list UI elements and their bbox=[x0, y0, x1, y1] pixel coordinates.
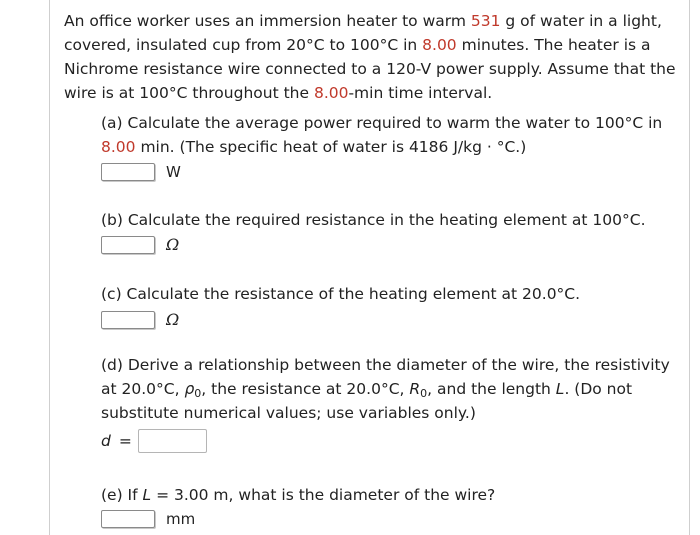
time-value: 8.00 bbox=[422, 36, 457, 54]
problem-statement bbox=[64, 9, 684, 105]
part-e-answer-row bbox=[101, 510, 195, 528]
part-a-time-value: 8.00 bbox=[101, 138, 136, 156]
part-b-question: (b) Calculate the required resistance in the heating element at 100°C. bbox=[101, 211, 646, 229]
intro-text-2: g of water in a light, covered, insulated cup from 20°C to 100°C in bbox=[64, 12, 662, 54]
intro-text-3: minutes. The heater is a Nichrome resistance wire connected to a 120-V power supply. Assume that the wire is at 100°C throughout the bbox=[64, 36, 676, 102]
l-symbol-e: L bbox=[142, 486, 152, 504]
equals-sign: = bbox=[118, 432, 132, 450]
rho-symbol: ρ bbox=[184, 380, 195, 398]
part-d-question: (d) Derive a relationship between the diameter of the wire, the resistivity at 20.0°C, $\rho_0$, the resistance at 20.0°C, $R_0$, and the length L. (Do not substitute numerical values; use variables only.) bbox=[101, 356, 670, 422]
part-a-question: (a) Calculate the average power required to warm the water to 100°C in 8.00 min. (The specific heat of water is 4186 J/kg · °C.) bbox=[101, 114, 663, 156]
part-a-answer-input[interactable] bbox=[101, 163, 155, 181]
part-b-unit: Ω bbox=[166, 235, 180, 254]
part-d-answer-row bbox=[101, 429, 207, 453]
part-c-unit: Ω bbox=[166, 310, 180, 329]
part-a-unit: W bbox=[166, 163, 181, 181]
part-d-answer-input[interactable] bbox=[138, 429, 207, 453]
l-symbol: L bbox=[555, 380, 565, 398]
part-c-question: (c) Calculate the resistance of the heating element at 20.0°C. bbox=[101, 285, 581, 303]
intro-text-4: -min time interval. bbox=[348, 84, 493, 102]
mass-value: 531 bbox=[470, 12, 501, 30]
part-c-answer-row bbox=[101, 310, 179, 329]
part-b-answer-row bbox=[101, 235, 179, 254]
part-e-answer-input[interactable] bbox=[101, 510, 155, 528]
part-e-question: (e) If L = 3.00 m, what is the diameter of the wire? bbox=[101, 486, 496, 504]
intro-text-1: An office worker uses an immersion heater to warm bbox=[64, 12, 471, 30]
d-variable: d bbox=[101, 432, 111, 450]
r-symbol: R bbox=[409, 380, 421, 398]
part-b-answer-input[interactable] bbox=[101, 236, 155, 254]
part-a-answer-row bbox=[101, 163, 181, 181]
time-value-2: 8.00 bbox=[313, 84, 349, 102]
part-e-unit: mm bbox=[166, 510, 196, 528]
part-c-answer-input[interactable] bbox=[101, 311, 155, 329]
